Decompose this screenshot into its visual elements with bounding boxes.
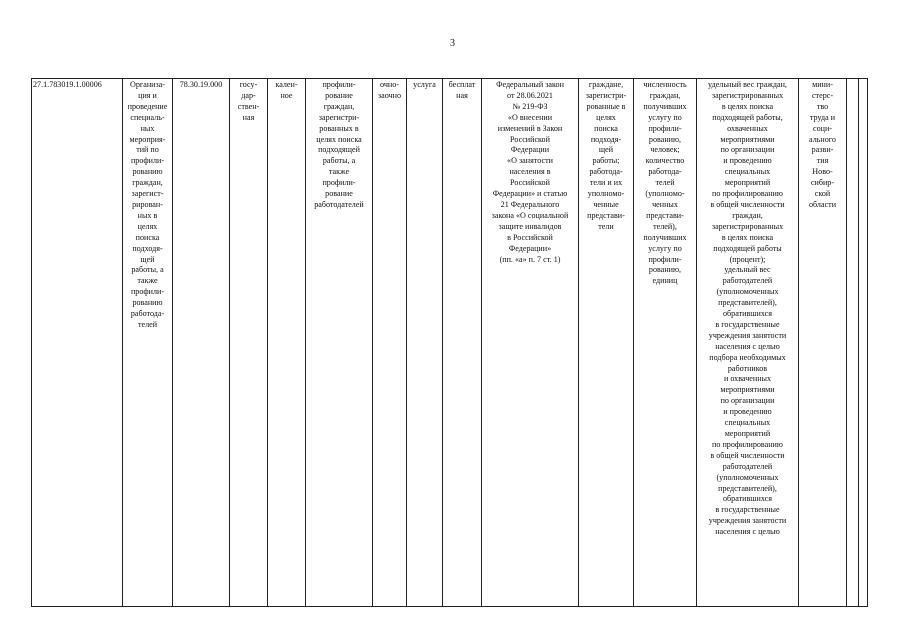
table-row [32,79,868,607]
paid-cell [443,79,482,607]
registry-table [31,78,868,607]
quality-indicators: удельный вес граждан, зарегистрированных в целях поиска подходящей работы, охваченных мероприятиями по организации и проведению специальных мероприятий по профилированию в общей численности граждан, зарегистрированных в целях поиска подходящей работы (процент); удельный вес работодателей (уполномоченных представителей), обратившихся в государственные учреждения занятости населения с целью подбора необходимых работников и охваченных мероприятиями по организации и проведению специальных мероприятий по профилированию в общей численности работодателей (уполномоченных представителей), обратившихся в государственные учреждения занятости населения с целью [708,80,787,537]
authority: мини- стерс- тво труда и соци- ального разви- тия Ново- сибир- ской области [808,80,837,209]
consumers: граждане, зарегистри- рованные в целях поиска подходя- щей работы; работода- тели и их уполномо- ченные представи- тели [585,80,627,231]
legal-basis: Федеральный закон от 28.06.2021 № 219-ФЗ «О внесении изменений в Закон Российской Федерации «О занятости населения в Российской Федерации» и статью 21 Федерального закона «О социальной защите инвалидов в Российской Федерации» (пп. «а» п. 7 ст. 1) [491,80,569,264]
service-name: Организа- ция и проведение специаль- ных мероприя- тий по профили- рованию граждан, зарегист- рирован- ных в целях поиска подходя- щей работы, а также профили- рованию работода- телей [127,80,168,329]
legal-basis-cell [482,79,579,607]
service-mode-cell [268,79,306,607]
volume-indicators: численность граждан, получивших услугу по профили- рованию, человек; количество работода- телей (уполномо- ченных представи- телей), получивших услугу по профили- рованию, единиц [643,80,687,286]
page-number: 3 [450,38,455,49]
empty-cell-2 [859,79,868,607]
service-content: профили- рование граждан, зарегистри- рованных в целях поиска подходящей работы, а также профили- рование работодателей [314,80,364,209]
form-cell [373,79,407,607]
service-kind: услуга [413,80,436,89]
service-type: госу- дар- ствен- ная [237,80,260,122]
registry-number: 27.1.783019.1.00006 [33,80,102,89]
service-form: очно- заочно [377,80,402,100]
authority-cell [799,79,847,607]
content-cell [306,79,373,607]
volume-indicators-cell [634,79,697,607]
okved-code: 78.30.19.000 [179,80,223,89]
service-mode: кален- ное [275,80,298,100]
registry-number-cell [32,79,123,607]
empty-cell-1 [847,79,859,607]
service-type-cell [230,79,268,607]
okved-code-cell [173,79,230,607]
quality-indicators-cell [697,79,799,607]
service-paid: бесплат ная [448,80,476,100]
consumers-cell [579,79,634,607]
service-name-cell [123,79,173,607]
kind-cell [407,79,443,607]
